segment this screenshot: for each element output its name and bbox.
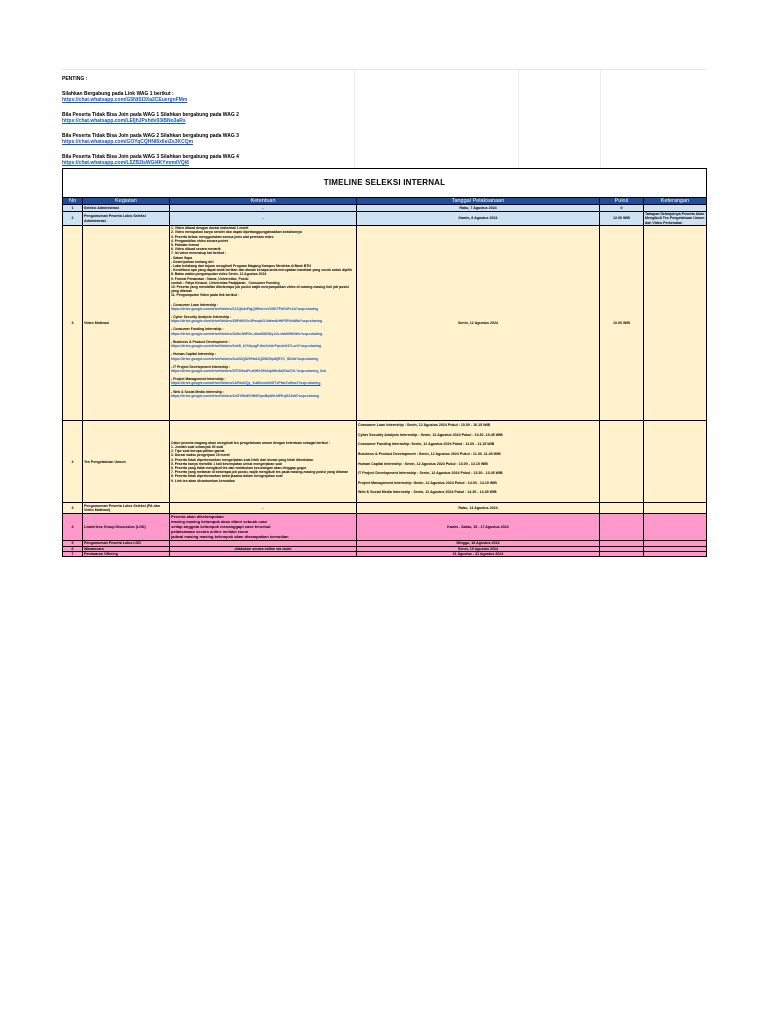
- cell-no: 3: [63, 226, 83, 421]
- notes-text: [62, 76, 354, 175]
- drive-link[interactable]: https://drive.google.com/drive/folders/1APAoKQy_Xu6DrcmhNGTvPfwrZuHxu2?usp=sharing: [171, 381, 321, 386]
- header-kegiatan: Kegiatan: [83, 198, 170, 205]
- rule-line: 4. Peserta tidak diperkenankan mengerjakan soal lebih dari durasi yang telah ditentukan: [171, 457, 314, 462]
- cell-kegiatan: Wawancara: [83, 546, 170, 551]
- cell-tanggal: Kamis, 8 Agustus 2024: [357, 212, 600, 226]
- rule-line: Peserta akan dikelompokan: [171, 514, 224, 519]
- cell-tanggal: [357, 421, 600, 503]
- table-row: [63, 226, 707, 421]
- table-row: [63, 514, 707, 541]
- header-pukul: Pukul: [600, 198, 644, 205]
- rule-line: 10. Peserta yang mendaftar dibeberapa job posisi wajib menyampaikan video di masing-masing link job posisi yang dilamar: [171, 285, 349, 294]
- cell-keterangan: [644, 552, 707, 557]
- cell-no: 3: [63, 503, 83, 514]
- wag-2-instruction: Bila Peserta Tidak Bisa Join pada WAG 1 Silahkan bergabung pada WAG 2: [62, 112, 239, 118]
- cell-no: 1: [63, 205, 83, 212]
- table-title: TIMELINE SELEKSI INTERNAL: [63, 169, 707, 198]
- cell-pukul: [600, 421, 644, 503]
- schedule-item: Human Capital Internship : Senin, 12 Agustus 2024 Pukul : 13.00 - 13.15 WIB: [358, 461, 488, 466]
- cell-kegiatan: Tes Pengetahuan Umum: [83, 421, 170, 503]
- cell-keterangan: [644, 503, 707, 514]
- header-ketentuan: Ketentuan: [170, 198, 357, 205]
- link-label: - Cyber Security Analysis Internship :: [171, 315, 232, 320]
- rule-line: setiap anggota kelompok menanggapi case tersebut: [171, 524, 271, 529]
- schedule-item: Business & Product Development : Senin, 12 Agustus 2024 Pukul : 11.30 -11.45 WIB: [358, 452, 501, 456]
- rule-line: 2. Video merupakan karya sendiri dan dapat dipertanggungjawabkan keasliannya: [171, 230, 302, 235]
- cell-keterangan: [644, 514, 707, 541]
- rule-line: 3. Durasi waktu pengerjaan 15 menit: [171, 453, 230, 458]
- cell-pukul: 10.00 WIB: [600, 226, 644, 421]
- rule-line: 8. Batas waktu pengumpulan video Senin, 12 Agustus 2024: [171, 272, 267, 277]
- cell-pukul: [600, 503, 644, 514]
- wag-3-link[interactable]: https://chat.whatsapp.com/GOYqCQHNI6x6eiZs3KCQm: [62, 139, 194, 145]
- rule-line: 9. Format Penamaan : Nama_Universitas_Posisi: [171, 276, 249, 281]
- table-row: [63, 552, 707, 557]
- cell-no: 2: [63, 212, 83, 226]
- link-label: - Project Management Internship :: [171, 377, 226, 382]
- rule-line: contoh : Fatya Kinanci_Universitas Padjajaran_ Consumer Funding: [171, 280, 280, 285]
- rule-line: 7. Peserta yang melamar di beberapa job posisi, wajib mengikuti tes pada masing-masing posisi yang dilamar: [171, 470, 348, 475]
- schedule-item: IT Project Development Internship : Senin, 12 Agustus 2024 Pukul : 13.30 - 13.45 WIB: [358, 471, 503, 476]
- link-label: - Human Capital Internship :: [171, 352, 217, 357]
- cell-kegiatan: Seleksi Administrasi: [83, 205, 170, 212]
- cell-no: 4: [63, 514, 83, 541]
- cell-ketentuan: [170, 552, 357, 557]
- cell-keterangan: Tahapan Selanjutnya Peserta Akan Mengikuti Tes Pengetahuan Umum dan Video Perkenalan: [644, 212, 707, 226]
- notes-section: [62, 69, 706, 168]
- wag-2-link[interactable]: https://chat.whatsapp.com/LEIjhJPshdv93iBNo3aRs: [62, 118, 186, 124]
- cell-keterangan: [644, 205, 707, 212]
- rule-line: - Salam Sapa: [171, 255, 193, 260]
- rule-line: - Deskripsikan tentang diri: [171, 259, 214, 264]
- link-label: - IT Project Development Internship :: [171, 364, 231, 369]
- cell-kegiatan: Leaderless Group Discussion (LGD): [83, 514, 170, 541]
- cell-tanggal: Senin, 12 Agustus 2024: [357, 226, 600, 421]
- cell-no: 5: [63, 541, 83, 546]
- schedule-item: Project Management Internship :Senin, 12 Agustus 2024 Pukul : 14.00 - 14.15 WIB: [358, 480, 497, 485]
- spreadsheet: [62, 69, 706, 557]
- cell-kegiatan: Penawaran Offering: [83, 552, 170, 557]
- table-header-row: [63, 198, 707, 205]
- rule-line: 5. Peserta hanya memiliki 1 kali kesempatan untuk mengerjakan soal: [171, 461, 283, 466]
- rule-line: 1. Video dibuat dengan durasi maksimal 1 menit: [171, 226, 249, 231]
- schedule-item: Consumer Funding Internship :Senin, 12 Agustus 2024 Pukul : 11.00 - 11.15 WIB: [358, 442, 495, 447]
- drive-link[interactable]: https://drive.google.com/drive/folders/1BFdK0Gc4PnoqbG-Nahm8rHtP3P4hdWa?usp=sharing: [171, 319, 323, 324]
- drive-link[interactable]: https://drive.google.com/drive/folders/1b5cr3NPSn-dhzsBW3Dy1vk-vbb6IWhWw?usp=sharing: [171, 331, 323, 336]
- table-row: [63, 503, 707, 514]
- rule-line: 6. Video dibuat secara menarik: [171, 247, 221, 252]
- grid-line: [354, 70, 355, 168]
- rule-line: 5. Pakaian formal: [171, 243, 199, 248]
- cell-keterangan: [644, 226, 707, 421]
- rule-line: pelaksanaan secara online melalui zoom: [171, 529, 249, 534]
- header-keterangan: Keterangan: [644, 198, 707, 205]
- schedule-item: Web & Social Media Internship : Senin, 12 Agustus 2024 Pukul : 14.30 - 14.45 WIB: [358, 490, 497, 495]
- rule-line: 7. Isi video mencakup hal berikut :: [171, 251, 227, 256]
- table-row: [63, 212, 707, 226]
- table-row: [63, 421, 707, 503]
- drive-link[interactable]: https://drive.google.com/drive/folders/1dGYlBoEGlH6GqmBqWeUdPKqG23sM?usp=sharing: [171, 393, 320, 398]
- cell-tanggal: Rabu, 7 Agustus 2024: [357, 205, 600, 212]
- cell-kegiatan: Pengumuman Peserta Lolos Seleksi (PA dan Video Motivasi): [83, 503, 170, 514]
- drive-link[interactable]: https://drive.google.com/drive/folders/1Z1Qb4xFtgQWHvLmV2GKTPdG4Fc1A?usp=sharing: [171, 306, 319, 311]
- cell-keterangan: [644, 421, 707, 503]
- drive-link[interactable]: https://drive.google.com/drive/folders/1mDUQ6ZHHa11QDBCBjuEjRYC_IDDbt?usp=sharing: [171, 356, 319, 361]
- rule-line: Calon peserta magang akan mengikuti tes pengetahuan umum dengan ketentuan sebagai berikut :: [171, 440, 330, 445]
- cell-kegiatan: Pengumuman Peserta Lolos LGD: [83, 541, 170, 546]
- rule-line: 3. Peserta bebas menggunakan semua jenis alat perekam video: [171, 234, 274, 239]
- cell-pukul: [600, 514, 644, 541]
- schedule-item: Consumer Loan Internship : Senin, 12 Agustus 2024 Pukul : 10.00 - 10.15 WIB: [358, 423, 491, 428]
- drive-link[interactable]: https://drive.google.com/drive/folders/1RTK6xaFLdNHXGNU4p6Hn3aSGaCGL?usp=sharing_link: [171, 368, 327, 373]
- cell-tanggal: 21 Agustus - 31 Agustus 2024: [357, 552, 600, 557]
- cell-tanggal: Rabu, 14 Agustus 2024: [357, 503, 600, 514]
- cell-tanggal: Minggu, 18 Agustus 2024: [357, 541, 600, 546]
- header-no: No: [63, 198, 83, 205]
- timeline-table: [62, 168, 707, 557]
- cell-tanggal: Kamis - Sabtu, 15 - 17 Agustus 2024: [357, 514, 600, 541]
- rule-line: 9. Link tes akan dicantumkan kemudian: [171, 478, 235, 483]
- wag-3-instruction: Bila Peserta Tidak Bisa Join pada WAG 2 Silahkan bergabung pada WAG 3: [62, 133, 239, 139]
- rule-line: 11. Pengumpulan Video pada link berikut :: [171, 293, 239, 298]
- wag-4-link[interactable]: https://chat.whatsapp.com/L5ZB2IsWGI4KYmmdVQi8: [62, 160, 189, 166]
- notes-heading: PENTING :: [62, 76, 88, 82]
- grid-line: [518, 70, 519, 168]
- cell-kegiatan: Video Motivasi: [83, 226, 170, 421]
- link-label: - Business & Product Development :: [171, 339, 230, 344]
- cell-no: 4: [63, 421, 83, 503]
- rule-line: 2. Tipe soal berupa pilihan ganda: [171, 449, 225, 454]
- cell-no: 6: [63, 546, 83, 551]
- rule-line: - Latar belakang dan tujuan mengikuti Program Magang Kampus Merdeka di Bank BTN: [171, 264, 311, 269]
- cell-pukul: 12.00 WIB: [600, 212, 644, 226]
- rule-line: masing masing kelompok akan diberi sebuah case: [171, 519, 268, 524]
- drive-link[interactable]: https://drive.google.com/drive/folders/1dcB_kYh0yugF-8m2xhUrPqs4eG47Lxe0?usp=sharing: [171, 344, 322, 349]
- rule-line: 8. Peserta tidak diperkenankan bekerjasama dalam mengerjakan soal: [171, 474, 283, 479]
- cell-pukul: 0: [600, 205, 644, 212]
- link-label: - Consumer Loan Internship :: [171, 302, 219, 307]
- rule-line: - Kontribusi apa yang dapat anda berikan dan alasan kenapa anda merupakan kandidat yang cocok untuk dipilih: [171, 268, 353, 273]
- rule-line: 6. Peserta yang tidak mengikuti tes dan melakukan kecurangan akan dinggap gugur: [171, 465, 307, 470]
- cell-ketentuan: -: [170, 205, 357, 212]
- cell-ketentuan: [170, 514, 357, 541]
- cell-tanggal: Senin, 19 Agustus 2024: [357, 546, 600, 551]
- link-label: - Consumer Funding Internship :: [171, 327, 224, 332]
- cell-ketentuan: -: [170, 503, 357, 514]
- table-row: [63, 205, 707, 212]
- schedule-item: Cyber Security Analysis Internship : Senin, 12 Agustus 2024 Pukul : 10.30 -10.45 WIB: [358, 432, 503, 437]
- cell-ketentuan: [170, 226, 357, 421]
- rule-line: 1. Jumlah soal sebanyak 30 soal: [171, 444, 224, 449]
- cell-pukul: [600, 552, 644, 557]
- wag-1-link[interactable]: https://chat.whatsapp.com/G5NtSI3Xa2CEuergnFMm: [62, 97, 188, 103]
- cell-kegiatan: Pengumuman Peserta Lolos Seleksi Administrasi: [83, 212, 170, 226]
- cell-ketentuan: dilakukan secara online via zoom: [170, 546, 357, 551]
- grid-line: [600, 70, 601, 168]
- header-tanggal: Tanggal Pelaksanaan: [357, 198, 600, 205]
- rule-line: 4. Pengambilan video secara potret: [171, 238, 228, 243]
- wag-1-instruction: Silahkan Bergabung pada Link WAG 1 berikut :: [62, 91, 174, 97]
- cell-no: 7: [63, 552, 83, 557]
- cell-ketentuan: -: [170, 212, 357, 226]
- wag-4-instruction: Bila Peserta Tidak Bisa Join pada WAG 3 Silahkan bergabung pada WAG 4: [62, 154, 239, 160]
- rule-line: jadwal masing masing kelompok akan disampaikan kemudian: [171, 534, 289, 539]
- cell-ketentuan: [170, 421, 357, 503]
- link-label: - Web & Social Media Internship :: [171, 389, 225, 394]
